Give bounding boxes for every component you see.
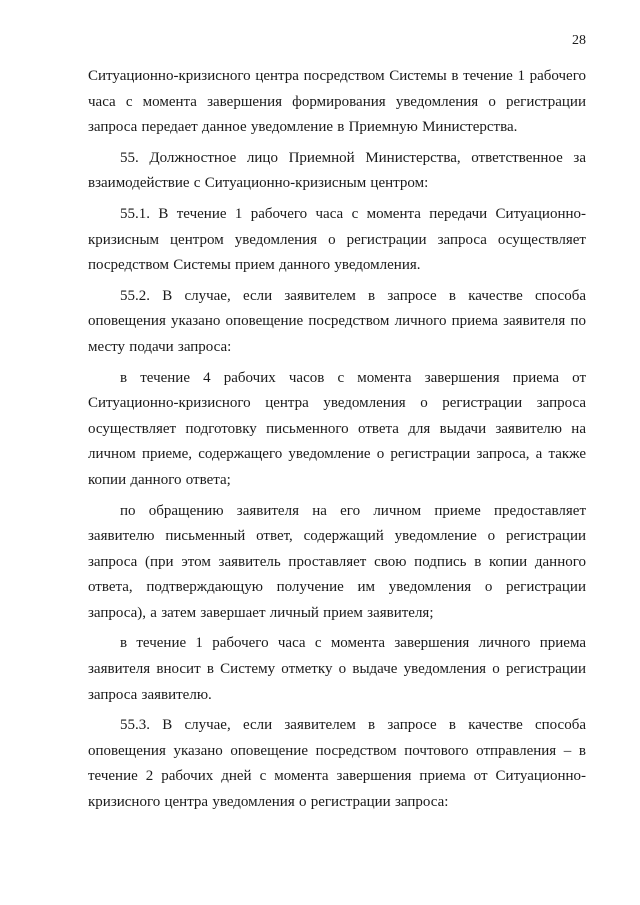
paragraph-subitem-delivery: по обращению заявителя на его личном приеме предоставляет заявителю письменный ответ, содержащий уведомление о регистрации запроса (при этом заявитель проставляет свою подпись в копии данного ответа, подтверждающую получение им уведомления о регистрации запроса), а затем завершает личный прием заявителя;: [88, 502, 586, 621]
paragraph-continuation: Ситуационно-кризисного центра посредством Системы в течение 1 рабочего часа с момента завершения формирования уведомления о регистрации запроса передает данное уведомление в Приемную Министерства.: [88, 68, 586, 136]
paragraph-subitem-record: в течение 1 рабочего часа с момента завершения личного приема заявителя вносит в Систему отметку о выдаче уведомления о регистрации запроса заявителю.: [88, 635, 586, 703]
paragraph-item-55: 55. Должностное лицо Приемной Министерства, ответственное за взаимодействие с Ситуационно-кризисным центром:: [88, 149, 586, 192]
paragraph-item-55-3: 55.3. В случае, если заявителем в запросе в качестве способа оповещения указано оповещение посредством почтового отправления – в течение 2 рабочих дней с момента завершения приема от Ситуационно-кризисного центра уведомления о регистрации запроса:: [88, 717, 586, 811]
page-number: 28: [572, 33, 586, 48]
paragraph-subitem-preparation: в течение 4 рабочих часов с момента завершения приема от Ситуационно-кризисного центра уведомления о регистрации запроса осуществляет подготовку письменного ответа для выдачи заявителю на личном приеме, содержащего уведомление о регистрации запроса, а также копии данного ответа;: [88, 369, 586, 488]
document-body: [88, 64, 586, 821]
paragraph-item-55-2: 55.2. В случае, если заявителем в запросе в качестве способа оповещения указано оповещение посредством личного приема заявителя по месту подачи запроса:: [88, 287, 586, 355]
paragraph-item-55-1: 55.1. В течение 1 рабочего часа с момента передачи Ситуационно-кризисным центром уведомления о регистрации запроса осуществляет посредством Системы прием данного уведомления.: [88, 205, 586, 274]
